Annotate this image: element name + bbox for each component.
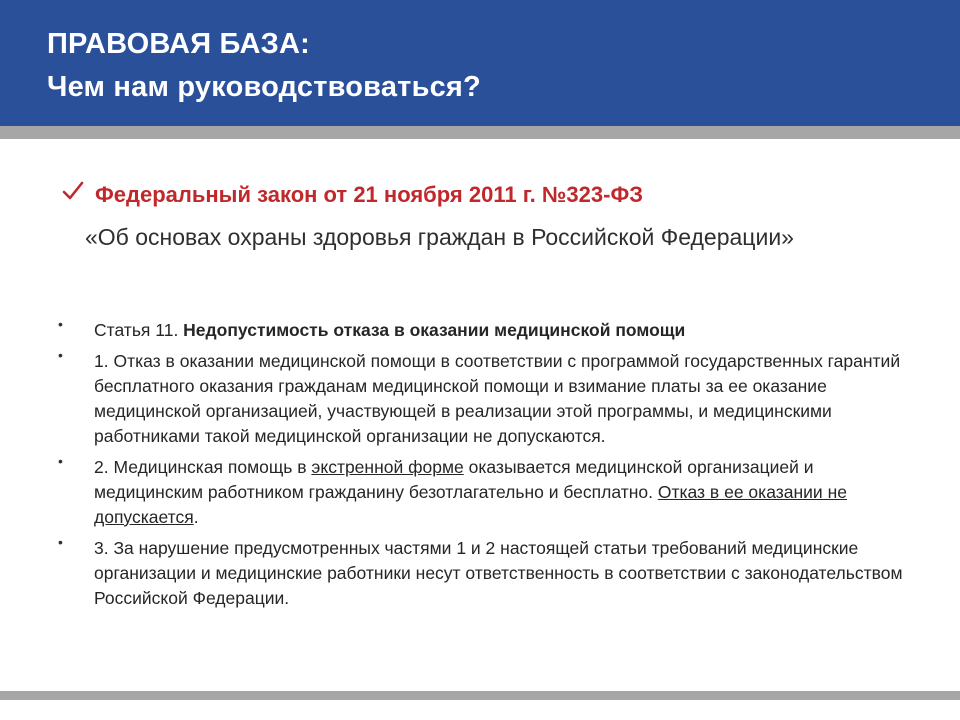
article-number: Статья 11. [94,320,184,340]
clause-1-text: 1. Отказ в оказании медицинской помощи в соответствии с программой государственных гарантий бесплатного оказания гражданам медицинской помощи и взимание платы за ее оказание медицинской организацией, участвующей в реализации этой программы, и медицинскими работниками такой медицинской организации не допускаются. [94,351,901,446]
title-banner [0,0,960,126]
slide-subtitle: Чем нам руководствоваться? [47,71,481,103]
article-heading: Недопустимость отказа в оказании медицинской помощи [183,320,686,340]
article-list [58,318,908,617]
checkmark-icon [62,180,84,202]
clause-3-text: 3. За нарушение предусмотренных частями 1 и 2 настоящей статьи требований медицинские организации и медицинские работники несут ответственность в соответствии с законодательством Российской Федерации. [94,538,903,608]
list-item [58,349,908,449]
bullet: • [58,453,63,469]
bullet: • [58,534,63,550]
bullet: • [58,347,63,363]
emergency-form-term: экстренной форме [311,457,464,477]
clause-2-text-b: оказывается медицинской организацией и медицинским работником гражданину безотлагательно и бесплатно. [94,457,814,502]
list-item [58,318,908,343]
list-item [58,536,908,611]
law-title: Федеральный закон от 21 ноября 2011 г. №323-ФЗ [95,182,644,207]
top-divider [0,126,960,139]
clause-2-text-c: . [193,507,199,527]
law-name: «Об основах охраны здоровья граждан в Российской Федерации» [85,224,794,250]
bottom-divider [0,691,960,700]
slide-title: ПРАВОВАЯ БАЗА: [47,28,310,60]
refusal-not-allowed-term: Отказ в ее оказании не допускается [94,482,847,527]
bullet: • [58,316,63,332]
clause-2-text-a: 2. Медицинская помощь в [94,457,312,477]
list-item [58,455,908,530]
